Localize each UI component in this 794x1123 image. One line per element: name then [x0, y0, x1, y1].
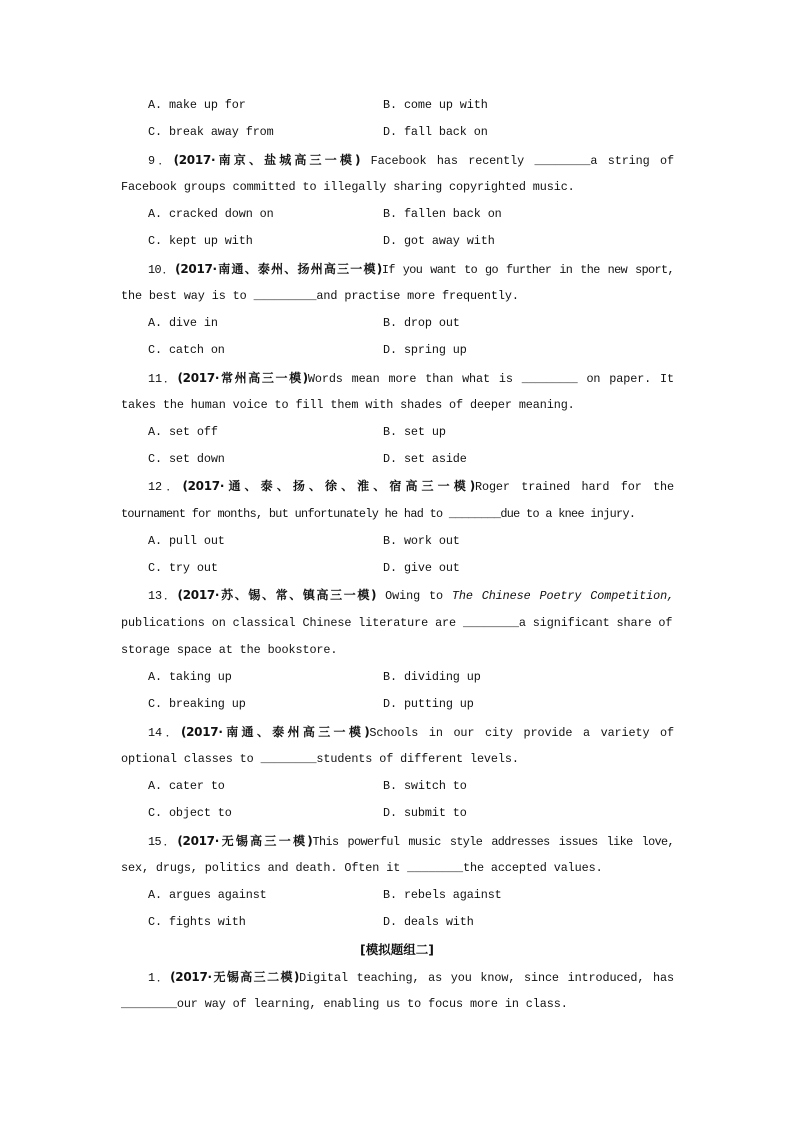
option-b: B. come up with: [383, 98, 488, 112]
question-number: 10．: [148, 263, 176, 277]
question-source: (2017·南京、盐城高三一模): [173, 153, 361, 167]
option-d: D. give out: [383, 561, 460, 575]
question-text: Owing to: [385, 589, 443, 603]
option-a: A. cater to: [148, 779, 225, 793]
option-d: D. spring up: [383, 343, 467, 357]
option-c: C. fights with: [148, 915, 246, 929]
option-d: D. fall back on: [383, 125, 488, 139]
option-a: A. taking up: [148, 670, 232, 684]
question-number: 15．: [148, 835, 178, 849]
question-15-stem-cont: sex, drugs, politics and death. Often it ________the accepted values.: [121, 861, 603, 875]
question-10-stem-cont: the best way is to _________and practise more frequently.: [121, 289, 519, 303]
question-text: Words mean more than what is ________ on paper. It: [307, 372, 675, 386]
question-source: (2017·无锡高三一模): [177, 834, 313, 848]
option-b: B. drop out: [383, 316, 460, 330]
question-number: 14．: [148, 726, 181, 740]
question-number: 9．: [148, 154, 174, 168]
option-a: A. cracked down on: [148, 207, 274, 221]
question-1-stem: [148, 969, 674, 986]
question-12-stem-cont: tournament for months, but unfortunately he had to ________due to a knee injury.: [121, 507, 636, 521]
program-title: The Chinese Poetry Competition,: [451, 589, 675, 603]
question-11-stem: [148, 370, 674, 387]
option-d: D. got away with: [383, 234, 495, 248]
option-a: A. argues against: [148, 888, 267, 902]
option-a: A. dive in: [148, 316, 218, 330]
question-text: Schools in our city provide a variety of: [369, 726, 675, 740]
question-1-stem-cont: ________our way of learning, enabling us to focus more in class.: [121, 997, 568, 1011]
question-source: (2017·苏、锡、常、镇高三一模): [177, 588, 377, 602]
question-11-stem-cont: takes the human voice to fill them with shades of deeper meaning.: [121, 398, 575, 412]
option-a: A. pull out: [148, 534, 225, 548]
question-9-stem-cont: Facebook groups committed to illegally sharing copyrighted music.: [121, 180, 575, 194]
option-c: C. set down: [148, 452, 225, 466]
question-source: (2017·常州高三一模): [177, 371, 308, 385]
question-number: 12．: [148, 480, 183, 494]
option-b: B. work out: [383, 534, 460, 548]
option-c: C. break away from: [148, 125, 274, 139]
option-d: D. putting up: [383, 697, 474, 711]
option-b: B. switch to: [383, 779, 467, 793]
question-text: Digital teaching, as you know, since introduced, has: [299, 971, 674, 985]
question-source: (2017·无锡高三二模): [170, 970, 300, 984]
option-a: A. make up for: [148, 98, 246, 112]
question-13-stem: [148, 587, 674, 604]
question-source: (2017·南通、泰州、扬州高三一模): [175, 262, 382, 276]
option-c: C. breaking up: [148, 697, 246, 711]
question-number: 11．: [148, 372, 178, 386]
question-13-stem-cont2: storage space at the bookstore.: [121, 643, 338, 657]
question-text: Facebook has recently ________a string of: [370, 154, 674, 168]
option-d: D. submit to: [383, 806, 467, 820]
question-10-stem: [148, 261, 674, 278]
question-number: 13．: [148, 589, 178, 603]
question-source: (2017·南通、泰州高三一模): [180, 725, 370, 739]
option-c: C. kept up with: [148, 234, 253, 248]
option-b: B. fallen back on: [383, 207, 502, 221]
question-text: Roger trained hard for the: [474, 480, 675, 494]
question-source: (2017·通、泰、扬、徐、淮、宿高三一模): [182, 479, 475, 493]
question-9-stem: [148, 152, 674, 169]
question-13-stem-cont: publications on classical Chinese literature are ________a significant share of: [121, 616, 673, 630]
option-b: B. dividing up: [383, 670, 481, 684]
option-d: D. deals with: [383, 915, 474, 929]
question-text: If you want to go further in the new sport,: [381, 263, 674, 277]
question-number: 1．: [148, 971, 171, 985]
option-c: C. object to: [148, 806, 232, 820]
section-heading: [模拟题组二]: [360, 942, 434, 957]
question-14-stem: [148, 724, 674, 741]
option-c: C. try out: [148, 561, 218, 575]
option-b: B. set up: [383, 425, 446, 439]
option-c: C. catch on: [148, 343, 225, 357]
question-12-stem: [148, 478, 674, 495]
question-15-stem: [148, 833, 674, 850]
option-b: B. rebels against: [383, 888, 502, 902]
question-text: This powerful music style addresses issues like love,: [312, 835, 675, 849]
option-d: D. set aside: [383, 452, 467, 466]
option-a: A. set off: [148, 425, 218, 439]
question-14-stem-cont: optional classes to ________students of different levels.: [121, 752, 519, 766]
